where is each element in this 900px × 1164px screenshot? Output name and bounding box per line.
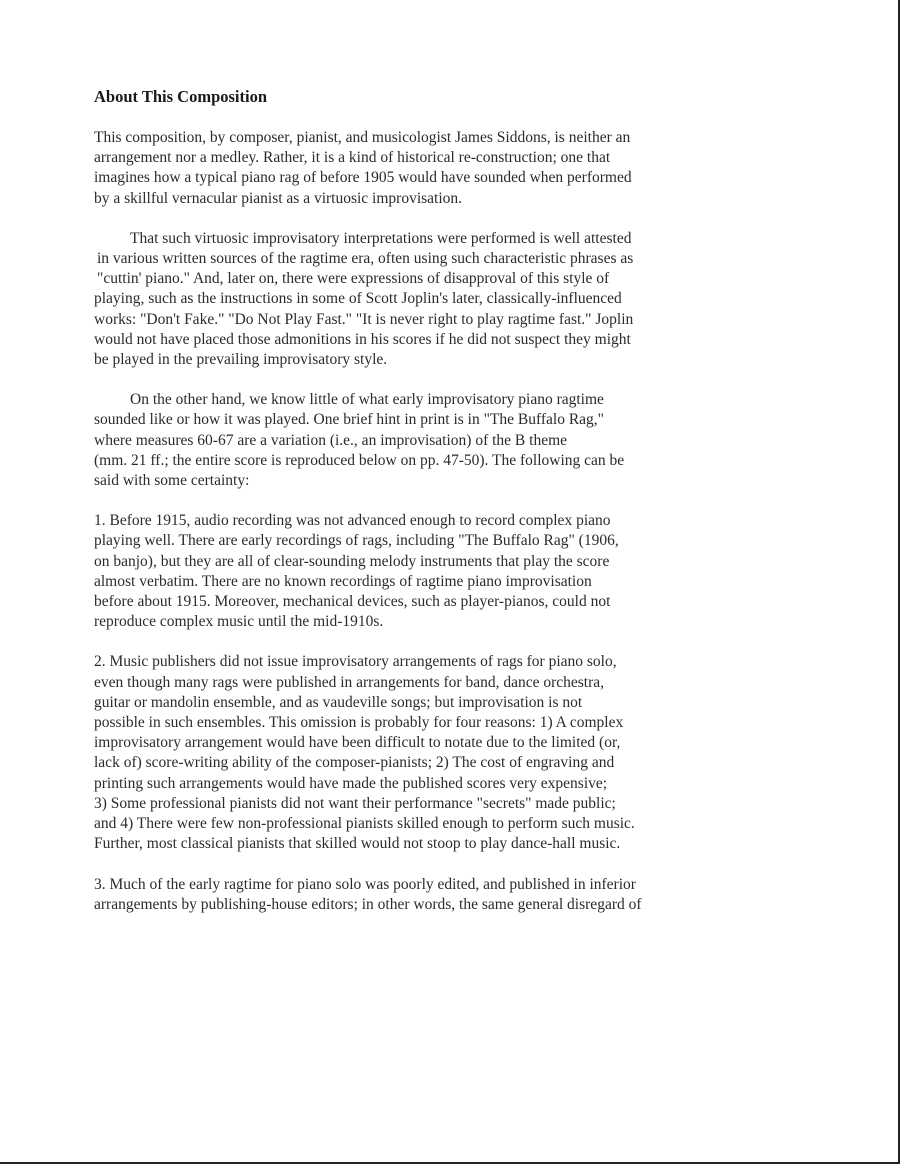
text-line: imagines how a typical piano rag of before 1905 would have sounded when performed <box>94 169 632 187</box>
text-line: works: "Don't Fake." "Do Not Play Fast." "It is never right to play ragtime fast." Joplin <box>94 310 634 328</box>
text-line: 3. Much of the early ragtime for piano solo was poorly edited, and published in inferior <box>94 875 636 893</box>
text-line: would not have placed those admonitions in his scores if he did not suspect they might <box>94 330 631 348</box>
text-line: improvisatory arrangement would have been difficult to notate due to the limited (or, <box>94 734 621 752</box>
text-line: even though many rags were published in arrangements for band, dance orchestra, <box>94 673 605 691</box>
text-line: on banjo), but they are all of clear-sounding melody instruments that play the score <box>94 552 610 570</box>
text-line: "cuttin' piano." And, later on, there were expressions of disapproval of this style of <box>97 270 610 288</box>
text-line: by a skillful vernacular pianist as a virtuosic improvisation. <box>94 189 463 207</box>
paragraph-point-3 <box>94 875 784 915</box>
section-heading: About This Composition <box>94 87 268 106</box>
text-line: arrangements by publishing-house editors; in other words, the same general disregard of <box>94 895 642 913</box>
text-line: printing such arrangements would have made the published scores very expensive; <box>94 774 608 792</box>
text-line: 3) Some professional pianists did not want their performance "secrets" made public; <box>94 794 616 812</box>
text-line: guitar or mandolin ensemble, and as vaudeville songs; but improvisation is not <box>94 693 583 711</box>
text-line: On the other hand, we know little of what early improvisatory piano ragtime <box>130 391 604 409</box>
text-line: lack of) score-writing ability of the composer-pianists; 2) The cost of engraving and <box>94 754 615 772</box>
text-line: arrangement nor a medley. Rather, it is a kind of historical re-construction; one that <box>94 149 611 167</box>
text-line: possible in such ensembles. This omission is probably for four reasons: 1) A complex <box>94 714 624 732</box>
text-line: reproduce complex music until the mid-1910s. <box>94 613 384 631</box>
paragraph-intro <box>94 128 784 209</box>
text-line: That such virtuosic improvisatory interpretations were performed is well attested <box>130 229 632 247</box>
text-line: before about 1915. Moreover, mechanical devices, such as player-pianos, could not <box>94 593 611 611</box>
text-line: 2. Music publishers did not issue improvisatory arrangements of rags for piano solo, <box>94 653 617 671</box>
text-line: in various written sources of the ragtime era, often using such characteristic phrases as <box>97 250 634 268</box>
document-body <box>94 86 784 935</box>
paragraph-virtuosic <box>94 229 784 370</box>
text-line: said with some certainty: <box>94 472 250 490</box>
text-line: This composition, by composer, pianist, and musicologist James Siddons, is neither an <box>94 129 631 146</box>
text-line: and 4) There were few non-professional pianists skilled enough to perform such music. <box>94 815 635 833</box>
text-line: (mm. 21 ff.; the entire score is reproduced below on pp. 47-50). The following can be <box>94 451 625 469</box>
paragraph-point-1 <box>94 511 784 632</box>
text-line: almost verbatim. There are no known recordings of ragtime piano improvisation <box>94 572 592 590</box>
text-line: be played in the prevailing improvisatory style. <box>94 351 388 369</box>
text-line: sounded like or how it was played. One brief hint in print is in "The Buffalo Rag," <box>94 411 605 429</box>
text-line: 1. Before 1915, audio recording was not advanced enough to record complex piano <box>94 512 611 530</box>
text-line: playing well. There are early recordings of rags, including "The Buffalo Rag" (1906, <box>94 532 619 550</box>
text-line: Further, most classical pianists that skilled would not stoop to play dance-hall music. <box>94 835 621 853</box>
paragraph-point-2 <box>94 652 784 854</box>
text-line: playing, such as the instructions in some of Scott Joplin's later, classically-influenced <box>94 290 622 308</box>
text-line: where measures 60-67 are a variation (i.e., an improvisation) of the B theme <box>94 431 568 449</box>
paragraph-other-hand <box>94 390 784 491</box>
